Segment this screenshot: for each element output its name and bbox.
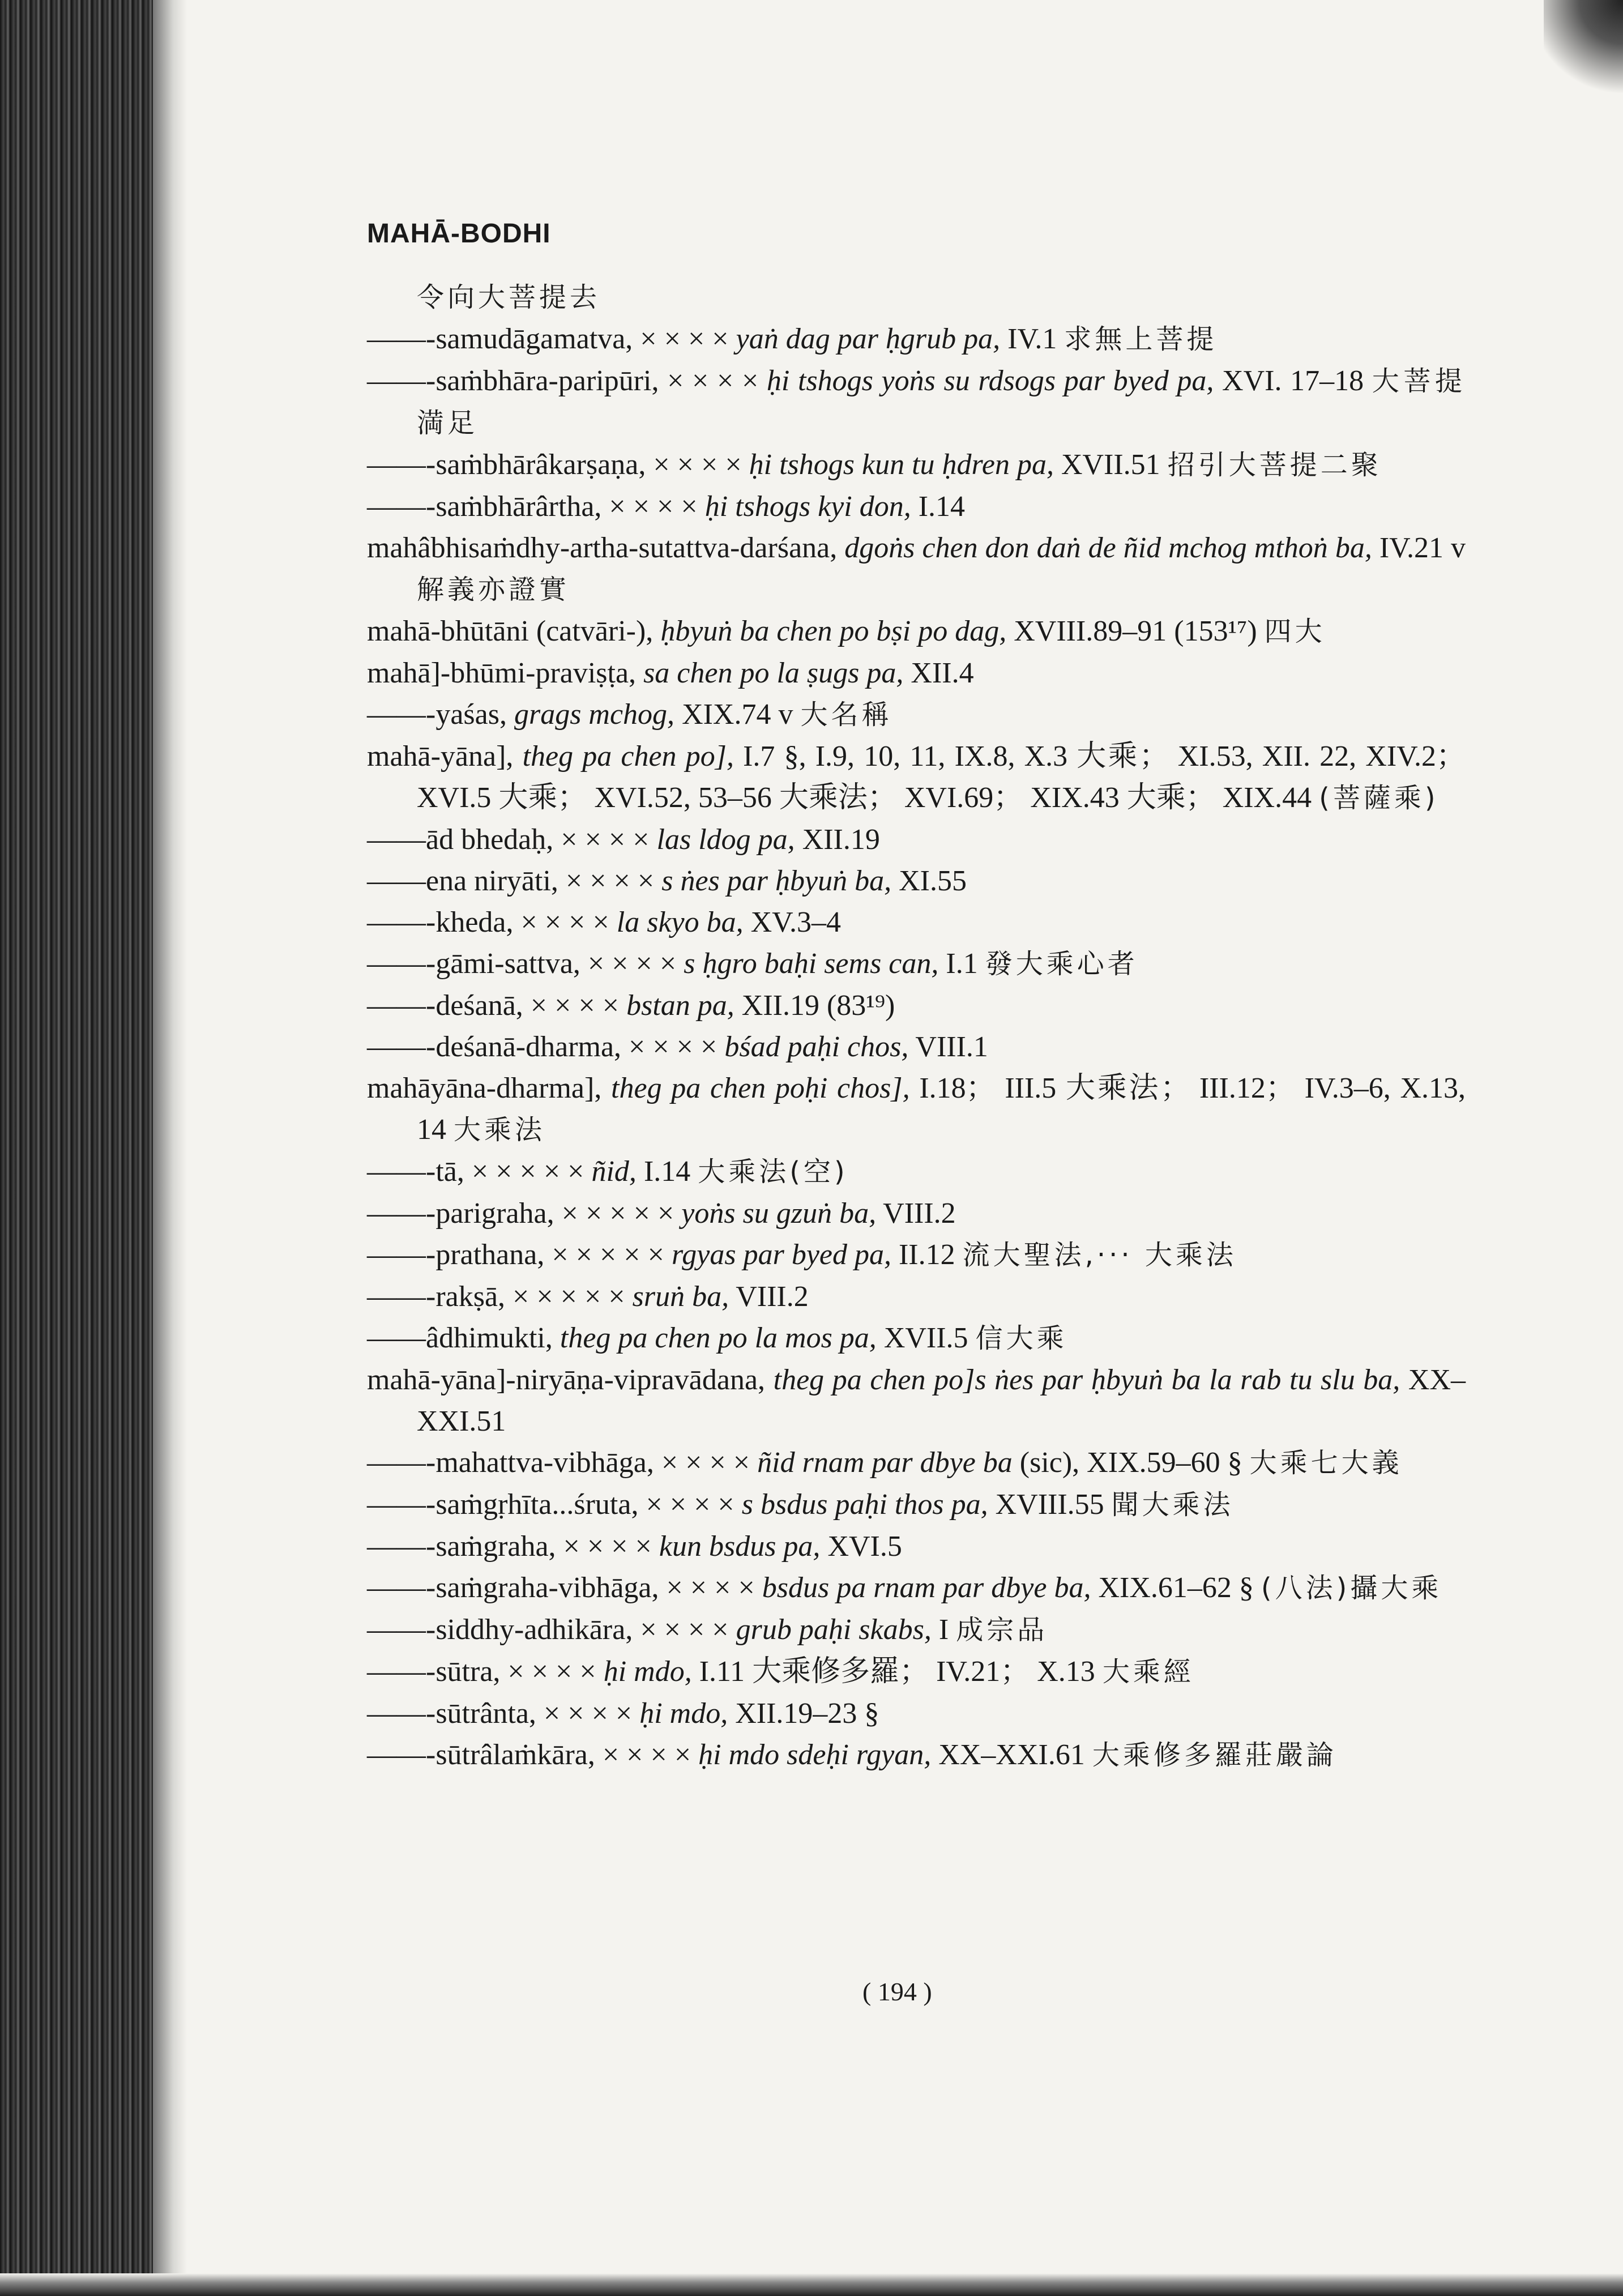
- tibetan-equivalent: ñid rnam par dbye ba: [757, 1446, 1013, 1479]
- chinese-equivalent: 求無上菩提: [1064, 323, 1218, 355]
- chinese-equivalent: 大名稱: [800, 699, 892, 731]
- sanskrit-term: ——-parigraha, × × × × ×: [367, 1197, 682, 1230]
- page-number: ( 194 ): [862, 1977, 932, 2006]
- index-entry: [367, 736, 1466, 819]
- chinese-equivalent: 流大聖法,··· 大乘法: [962, 1239, 1237, 1271]
- reference: I.14: [636, 1155, 698, 1188]
- index-entry: [367, 1151, 1466, 1193]
- index-entry: [367, 1609, 1466, 1651]
- page-bottom-edge: [0, 2273, 1623, 2296]
- reference: XII.19–23 §: [728, 1697, 879, 1730]
- index-entry: [367, 1317, 1466, 1359]
- reference: IV.1: [1000, 323, 1065, 355]
- sanskrit-term: mahā]-bhūmi-praviṣṭa,: [367, 657, 644, 689]
- index-entry: [367, 527, 1466, 611]
- tibetan-equivalent: ḥi tshogs kun tu ḥdren pa,: [749, 449, 1054, 481]
- chinese-equivalent: 信大乘: [975, 1322, 1067, 1354]
- tibetan-equivalent: ḥi tshogs yoṅs su rdsogs par byed pa,: [766, 365, 1214, 397]
- reference: XVIII.89–91 (153¹⁷): [1006, 615, 1265, 647]
- sanskrit-term: ——-sūtrâlaṁkāra, × × × ×: [367, 1739, 699, 1771]
- tibetan-equivalent: grags mchog,: [514, 698, 675, 731]
- tibetan-equivalent: dgoṅs chen don daṅ de ñid mchog mthoṅ ba,: [844, 532, 1372, 564]
- index-entry: [367, 318, 1466, 360]
- tibetan-equivalent: ñid,: [591, 1155, 637, 1188]
- sanskrit-term: ——-yaśas,: [367, 698, 514, 731]
- chinese-equivalent: 大乘修多羅莊嚴論: [1092, 1739, 1337, 1771]
- sanskrit-term: ——-samudāgamatva, × × × ×: [367, 323, 736, 355]
- tibetan-equivalent: bśad paḥi chos,: [724, 1031, 909, 1063]
- reference: XVIII.55: [988, 1488, 1112, 1521]
- tibetan-equivalent: yaṅ dag par ḥgrub pa,: [736, 323, 1001, 355]
- index-entry: [367, 1234, 1466, 1276]
- tibetan-equivalent: theg pa chen po]s ṅes par ḥbyuṅ ba la rab tu slu ba,: [773, 1364, 1400, 1396]
- index-entry: [367, 1193, 1466, 1234]
- tibetan-equivalent: grub paḥi skabs,: [736, 1614, 932, 1646]
- chinese-equivalent: 招引大菩提二聚: [1167, 449, 1382, 481]
- reference: I.1: [938, 948, 985, 980]
- sanskrit-term: ——-saṁgraha, × × × ×: [367, 1530, 659, 1563]
- tibetan-equivalent: ḥi mdo,: [639, 1697, 728, 1730]
- reference: XIX.61–62 §: [1091, 1572, 1261, 1604]
- reference: I.14: [911, 490, 966, 523]
- tibetan-equivalent: ḥi mdo sdeḥi rgyan,: [698, 1739, 932, 1771]
- tibetan-equivalent: ḥi tshogs kyi don,: [704, 490, 911, 523]
- reference: XII.4: [903, 657, 974, 689]
- sanskrit-term: ——-sūtrânta, × × × ×: [367, 1697, 640, 1730]
- tibetan-equivalent: la skyo ba,: [616, 906, 744, 938]
- reference: VIII.2: [876, 1197, 956, 1230]
- reference: I.18； III.5 大乘法； III.12； IV.3–6, X.13, 14: [417, 1072, 1466, 1146]
- chinese-equivalent: 大乘七大義: [1249, 1447, 1403, 1479]
- sanskrit-term: ——-deśanā, × × × ×: [367, 989, 627, 1022]
- chinese-equivalent: 大菩提満足: [417, 365, 1466, 439]
- sanskrit-term: ——-rakṣā, × × × × ×: [367, 1281, 633, 1313]
- tibetan-equivalent: bsdus pa rnam par dbye ba,: [762, 1572, 1091, 1604]
- chinese-equivalent: 大乘法: [454, 1114, 546, 1146]
- book-binding-shadow: [0, 0, 153, 2296]
- sanskrit-term: ——-saṁgṛhīta...śruta, × × × ×: [367, 1488, 742, 1521]
- chinese-equivalent: 成宗品: [956, 1614, 1048, 1646]
- sanskrit-term: ——-prathana, × × × × ×: [367, 1239, 672, 1271]
- sanskrit-term: ——-tā, × × × × ×: [367, 1155, 592, 1188]
- reference: I.11 大乘修多羅； IV.21； X.13: [691, 1655, 1103, 1688]
- reference: XIX.74 v: [674, 698, 801, 731]
- reference: (sic), XIX.59–60 §: [1012, 1446, 1250, 1479]
- sanskrit-term: mahāyāna-dharma],: [367, 1072, 612, 1104]
- tibetan-equivalent: s ṅes par ḥbyuṅ ba,: [661, 865, 892, 897]
- page-corner-shadow: [1544, 0, 1623, 96]
- sanskrit-term: ——-mahattva-vibhāga, × × × ×: [367, 1446, 758, 1479]
- tibetan-equivalent: sa chen po la ṣugs pa,: [643, 657, 904, 689]
- reference: XX–XXI.51: [417, 1364, 1466, 1437]
- sanskrit-term: ——âdhimukti,: [367, 1322, 560, 1354]
- sanskrit-term: ——-deśanā-dharma, × × × ×: [367, 1031, 725, 1063]
- reference: XVII.51: [1053, 449, 1168, 481]
- chinese-equivalent: 聞大乘法: [1111, 1489, 1234, 1521]
- tibetan-equivalent: s ḥgro baḥi sems can,: [684, 948, 939, 980]
- sanskrit-term: ——-gāmi-sattva, × × × ×: [367, 948, 684, 980]
- sanskrit-term: mahâbhisaṁdhy-artha-sutattva-darśana,: [367, 532, 845, 564]
- tibetan-equivalent: s bsdus paḥi thos pa,: [741, 1488, 988, 1521]
- reference: I.7 §, I.9, 10, 11, IX.8, X.3 大乘； XI.53, XII. 22, XIV.2； XVI.5 大乘； XVI.52, 53–56 大乘法； XVI.69； XIX.43 大乘； XIX.44: [417, 740, 1466, 814]
- index-entry: [367, 1526, 1466, 1567]
- reference: XVI.5: [820, 1530, 902, 1563]
- tibetan-equivalent: ḥi mdo,: [603, 1655, 692, 1688]
- reference: VIII.1: [908, 1031, 988, 1063]
- sanskrit-term: ——-siddhy-adhikāra, × × × ×: [367, 1614, 736, 1646]
- index-entry: [367, 943, 1466, 985]
- chinese-equivalent: 解義亦證實: [417, 574, 570, 605]
- sanskrit-term: ——ena niryāti, × × × ×: [367, 865, 662, 897]
- reference: I: [931, 1614, 956, 1646]
- chinese-equivalent: (菩薩乘): [1319, 782, 1439, 814]
- reference: VIII.2: [729, 1281, 809, 1313]
- chinese-equivalent: 大乘法(空): [698, 1156, 848, 1188]
- index-entry: [367, 360, 1466, 444]
- reference: IV.21 v: [1372, 532, 1466, 564]
- tibetan-equivalent: yoṅs su gzuṅ ba,: [681, 1197, 877, 1230]
- running-head: MAHĀ-BODHI: [367, 219, 551, 249]
- index-entry: [367, 694, 1466, 736]
- tibetan-equivalent: theg pa chen po],: [522, 740, 734, 773]
- tibetan-equivalent: rgyas par byed pa,: [671, 1239, 891, 1271]
- tibetan-equivalent: theg pa chen poḥi chos],: [611, 1072, 910, 1104]
- reference: XII.19: [795, 823, 880, 856]
- tibetan-equivalent: bstan pa,: [626, 989, 734, 1022]
- sanskrit-term: ——-sūtra, × × × ×: [367, 1655, 604, 1688]
- index-entry: [367, 902, 1466, 943]
- sanskrit-term: ——-kheda, × × × ×: [367, 906, 617, 938]
- index-entry: [367, 819, 1466, 860]
- index-entry: [367, 1651, 1466, 1693]
- index-entry: [367, 1026, 1466, 1068]
- index-entry: [367, 1276, 1466, 1317]
- chinese-equivalent: (八法)攝大乘: [1261, 1572, 1442, 1604]
- reference: XI.55: [891, 865, 967, 897]
- index-entry: [367, 1068, 1466, 1151]
- sanskrit-term: ——ād bhedaḥ, × × × ×: [367, 823, 657, 856]
- index-entry: [367, 1734, 1466, 1776]
- index-entry: [367, 1484, 1466, 1526]
- gutter-shadow: [153, 0, 187, 2296]
- tibetan-equivalent: kun bsdus pa,: [659, 1530, 821, 1563]
- sanskrit-term: ——-saṁbhāra-paripūri, × × × ×: [367, 365, 767, 397]
- reference: XV.3–4: [743, 906, 842, 938]
- index-entry: [367, 985, 1466, 1026]
- reference: XII.19 (83¹⁹): [734, 989, 895, 1022]
- reference: XVII.5: [876, 1322, 976, 1354]
- index-entry: [367, 1442, 1466, 1484]
- tibetan-equivalent: sruṅ ba,: [632, 1281, 729, 1313]
- index-entry: [367, 276, 1466, 318]
- index-entry: [367, 1359, 1466, 1442]
- index-entry: [367, 652, 1466, 694]
- sanskrit-term: mahā-bhūtāni (catvāri-),: [367, 615, 661, 647]
- index-entry: [367, 1567, 1466, 1609]
- chinese-equivalent: 發大乘心者: [985, 948, 1138, 980]
- tibetan-equivalent: ḥbyuṅ ba chen po bṣi po dag,: [660, 615, 1007, 647]
- tibetan-equivalent: las ldog pa,: [656, 823, 795, 856]
- sanskrit-term: ——-saṁbhārârtha, × × × ×: [367, 490, 705, 523]
- sanskrit-term: mahā-yāna]-niryāṇa-vipravādana,: [367, 1364, 774, 1396]
- reference: XVI. 17–18: [1214, 365, 1372, 397]
- index-entry: [367, 860, 1466, 902]
- tibetan-equivalent: theg pa chen po la mos pa,: [559, 1322, 877, 1354]
- index-entry: [367, 444, 1466, 486]
- reference: II.12: [891, 1239, 963, 1271]
- reference: XX–XXI.61: [931, 1739, 1092, 1771]
- chinese-equivalent: 大乘經: [1102, 1656, 1194, 1688]
- sanskrit-term: ——-saṁgraha-vibhāga, × × × ×: [367, 1572, 762, 1604]
- index-entry: [367, 1693, 1466, 1734]
- sanskrit-term: mahā-yāna],: [367, 740, 523, 773]
- index-entries: [367, 276, 1466, 1776]
- sanskrit-term: ——-saṁbhārâkarṣaṇa, × × × ×: [367, 449, 749, 481]
- index-entry: [367, 486, 1466, 527]
- chinese-equivalent: 四大: [1264, 616, 1326, 647]
- index-entry: [367, 611, 1466, 652]
- chinese-equivalent: 令向大菩提去: [417, 281, 601, 313]
